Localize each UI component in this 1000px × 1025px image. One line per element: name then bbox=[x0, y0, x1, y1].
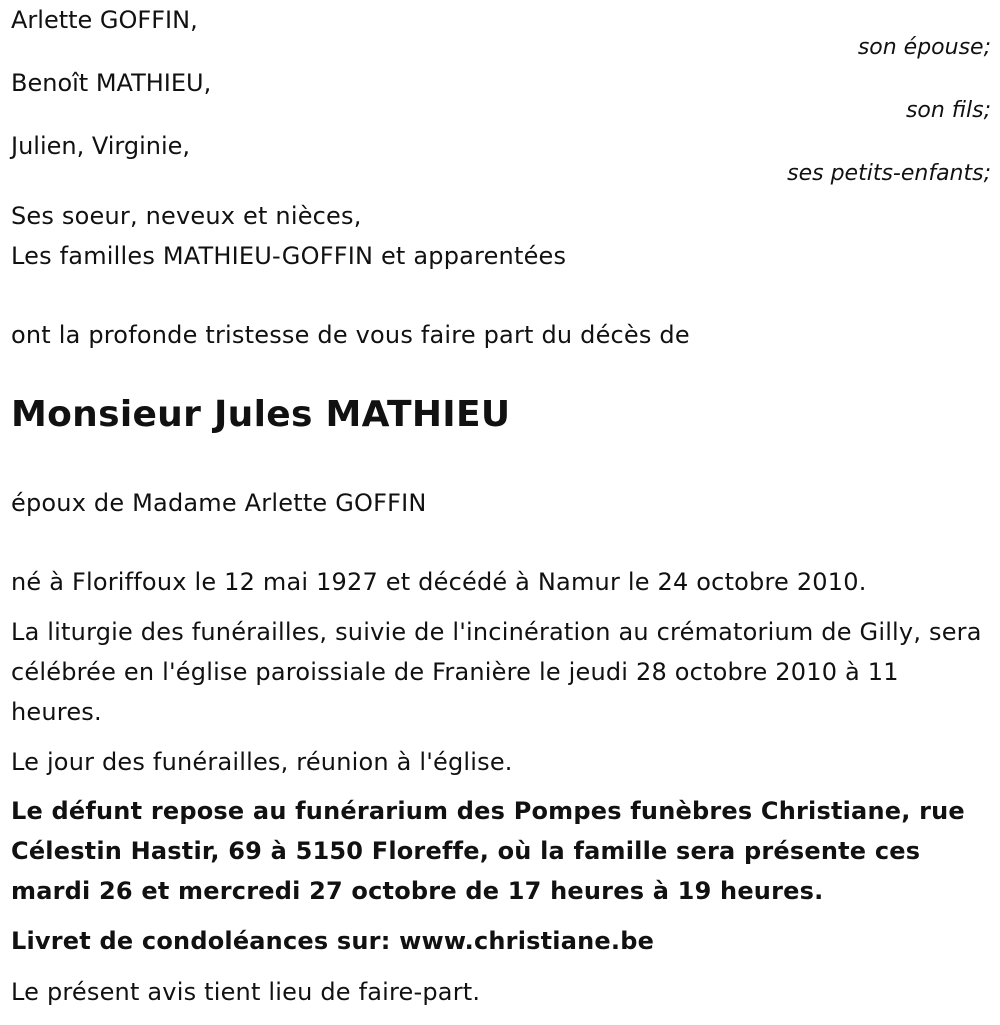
death-notice bbox=[11, 0, 991, 1006]
birth-death-line: né à Floriffoux le 12 mai 1927 et décédé à Namur le 24 octobre 2010. bbox=[11, 568, 867, 596]
funerarium-paragraph: Le défunt repose au funérarium des Pompes funèbres Christiane, rue Célestin Hastir, 69 à 5150 Floreffe, où la famille sera présente ces mardi 26 et mercredi 27 octobre de 17 heures à 19 heures. bbox=[11, 797, 965, 905]
family-name: Arlette GOFFIN, bbox=[11, 6, 198, 34]
family-entry-spouse bbox=[11, 0, 991, 63]
liturgy-paragraph: La liturgie des funérailles, suivie de l'incinération au crématorium de Gilly, sera célébrée en l'église paroissiale de Franière le jeudi 28 octobre 2010 à 11 heures. bbox=[11, 618, 982, 726]
relatives-line: Les familles MATHIEU-GOFFIN et apparentées bbox=[11, 242, 567, 270]
family-relation: ses petits-enfants; bbox=[787, 161, 991, 186]
condolences-line: Livret de condoléances sur: www.christiane.be bbox=[11, 927, 655, 955]
reunion-paragraph: Le jour des funérailles, réunion à l'église. bbox=[11, 748, 513, 776]
family-name: Benoît MATHIEU, bbox=[11, 69, 212, 97]
spouse-line: époux de Madame Arlette GOFFIN bbox=[11, 489, 427, 517]
deceased-name: Monsieur Jules MATHIEU bbox=[11, 394, 511, 435]
relatives-line: Ses soeur, neveux et nièces, bbox=[11, 202, 362, 230]
family-relation: son fils; bbox=[905, 98, 991, 123]
family-relation: son épouse; bbox=[857, 35, 991, 60]
family-entry-grandchildren bbox=[11, 126, 991, 189]
announcement-text: ont la profonde tristesse de vous faire part du décès de bbox=[11, 321, 690, 349]
family-name: Julien, Virginie, bbox=[11, 132, 191, 160]
family-entry-son bbox=[11, 63, 991, 126]
closing-line: Le présent avis tient lieu de faire-part. bbox=[11, 978, 481, 1006]
other-relatives bbox=[11, 196, 566, 276]
